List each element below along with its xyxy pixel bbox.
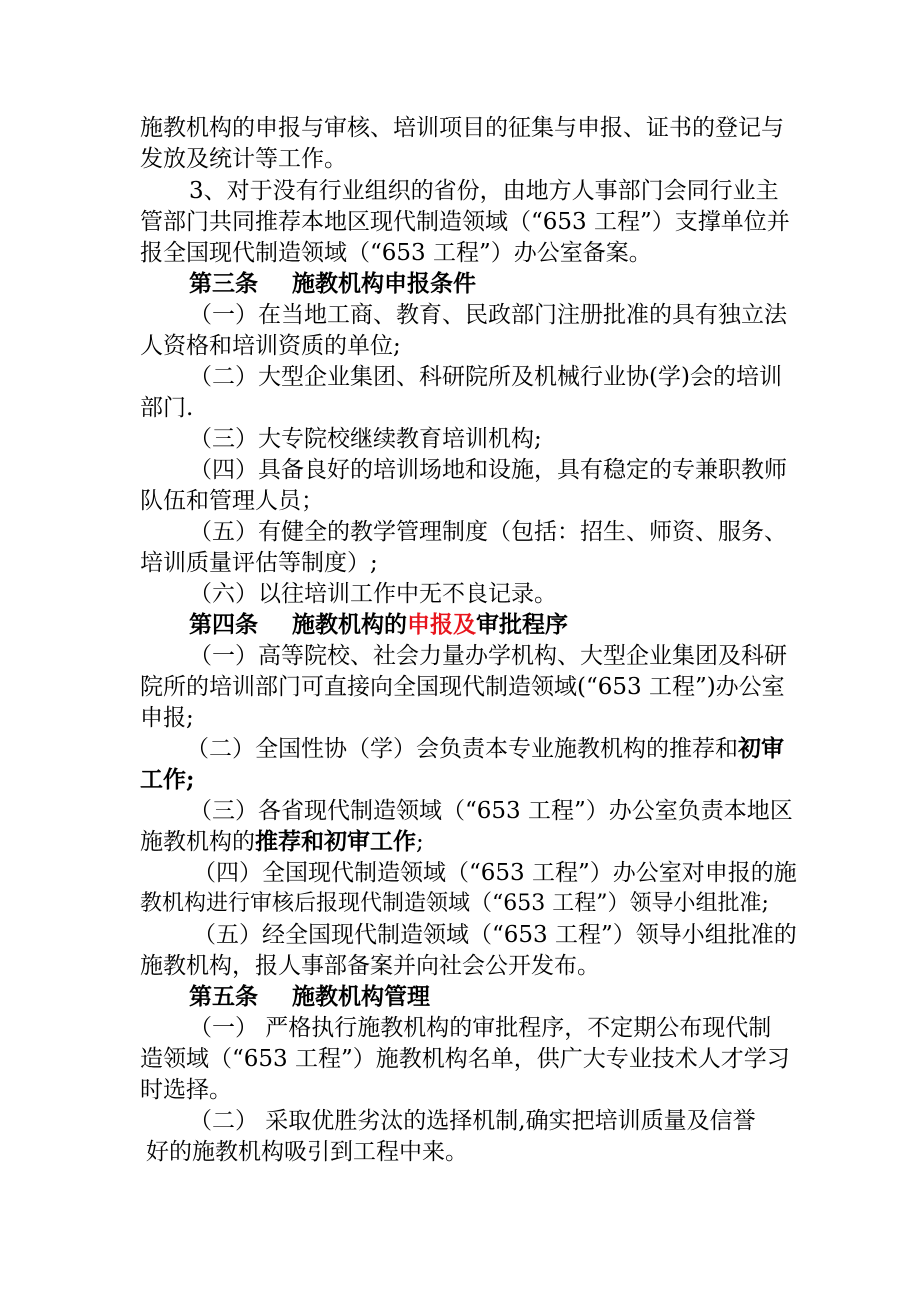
article4-item5-line1: （五）经全国现代制造领域（“653 工程”）领导小组批准的 xyxy=(193,922,797,948)
article5-item2-line1: （二） 采取优胜劣汰的选择机制,确实把培训质量及信誉 xyxy=(189,1108,756,1134)
article5-item1-line1: （一） 严格执行施教机构的审批程序，不定期公布现代制 xyxy=(189,1015,772,1041)
article4-title-before: 施教机构的 xyxy=(292,611,407,638)
article4-item1-line1: （一）高等院校、社会力量办学机构、大型企业集团及科研 xyxy=(189,643,787,669)
article4-title-after: 审批程序 xyxy=(476,611,568,638)
article4-item4-line2: 教机构进行审核后报现代制造领域（“653 工程”）领导小组批准; xyxy=(140,891,769,916)
article4-item1-line3: 申报; xyxy=(140,705,194,731)
article4-item4-line1: （四）全国现代制造领域（“653 工程”）办公室对申报的施 xyxy=(193,860,797,886)
article3-heading xyxy=(189,268,476,300)
article3-item5-line2: 培训质量评估等制度）; xyxy=(140,550,378,576)
article4-item3-line2 xyxy=(140,826,424,858)
article5-number: 第五条 xyxy=(189,983,258,1010)
article4-title-highlight: 申报及 xyxy=(407,611,476,638)
article4-item1-line2: 院所的培训部门可直接向全国现代制造领域(“653 工程”)办公室 xyxy=(140,674,785,700)
article4-item2-line1 xyxy=(186,733,784,765)
article4-item3-line1: （三）各省现代制造领域（“653 工程”）办公室负责本地区 xyxy=(189,798,793,824)
article3-item4-line2: 队伍和管理人员； xyxy=(140,488,324,514)
article5-title: 施教机构管理 xyxy=(292,983,430,1010)
article3-item2-line1: （二）大型企业集团、科研院所及机械行业协(学)会的培训 xyxy=(189,364,782,390)
article5-heading xyxy=(189,981,430,1013)
para1-line2: 发放及统计等工作。 xyxy=(140,146,347,172)
para2-line1: 3、对于没有行业组织的省份，由地方人事部门会同行业主 xyxy=(189,178,779,204)
article4-item2-bold: 初审 xyxy=(738,735,784,762)
article3-item2-line2: 部门. xyxy=(140,395,194,421)
article3-item1-line2: 人资格和培训资质的单位; xyxy=(140,333,401,359)
article3-number: 第三条 xyxy=(189,270,258,297)
article3-item3-line1: （三）大专院校继续教育培训机构; xyxy=(189,426,542,452)
article3-item1-line1: （一）在当地工商、教育、民政部门注册批准的具有独立法 xyxy=(189,302,787,328)
article3-item4-line1: （四）具备良好的培训场地和设施，具有稳定的专兼职教师 xyxy=(189,457,787,483)
article5-item2-line2: 好的施教机构吸引到工程中来。 xyxy=(146,1139,468,1165)
article3-title: 施教机构申报条件 xyxy=(292,270,476,297)
article4-item3-plain: 施教机构的 xyxy=(140,829,255,855)
para2-line3: 报全国现代制造领域（“653 工程”）办公室备案。 xyxy=(140,240,652,266)
para2-line2: 管部门共同推荐本地区现代制造领域（“653 工程”）支撑单位并 xyxy=(140,209,790,235)
article4-item3-end: ; xyxy=(416,829,424,855)
article3-item6-line1: （六）以往培训工作中无不良记录。 xyxy=(189,581,557,607)
article4-item2-plain: （二）全国性协（学）会负责本专业施教机构的推荐和 xyxy=(186,736,738,762)
article4-heading xyxy=(189,609,568,641)
article4-number: 第四条 xyxy=(189,611,258,638)
article5-item1-line3: 时选择。 xyxy=(140,1077,232,1103)
article4-item5-line2: 施教机构，报人事部备案并向社会公开发布。 xyxy=(140,953,600,979)
article4-item3-bold: 推荐和初审工作 xyxy=(255,828,416,855)
article4-item2-line2: 工作; xyxy=(140,766,195,793)
article3-item5-line1: （五）有健全的教学管理制度（包括：招生、师资、服务、 xyxy=(189,519,787,545)
para1-line1: 施教机构的申报与审核、培训项目的征集与申报、证书的登记与 xyxy=(140,115,784,141)
article5-item1-line2: 造领域（“653 工程”）施教机构名单，供广大专业技术人才学习 xyxy=(140,1046,790,1072)
